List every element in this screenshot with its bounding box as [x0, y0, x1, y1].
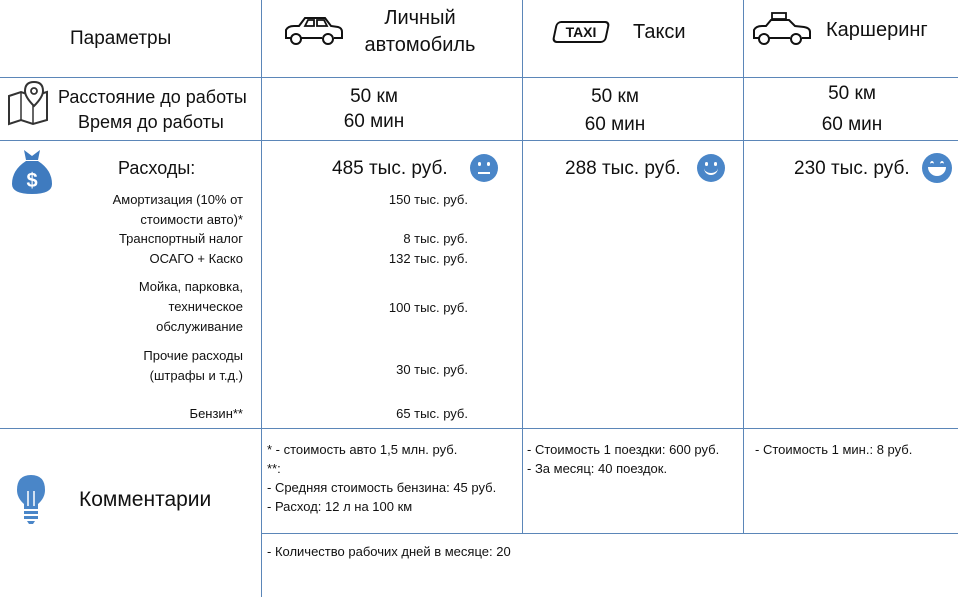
expense-item-label: [60, 190, 243, 230]
taxi-sign-icon: [552, 21, 611, 43]
expense-item-label: [60, 277, 243, 337]
taxi-time: 60 мин: [584, 114, 646, 135]
expense-item-label-line: стоимости авто)*: [140, 212, 243, 227]
share-distance: 50 км: [828, 83, 876, 104]
note-line: - За месяц: 40 поездок.: [527, 461, 668, 476]
note-line: - Стоимость 1 мин.: 8 руб.: [755, 442, 913, 457]
expense-item-label-line: (штрафы и т.д.): [149, 368, 243, 383]
taxi-sign-text: TAXI: [565, 24, 597, 40]
note-line: - Средняя стоимость бензина: 45 руб.: [267, 480, 497, 495]
expense-item-label-line: обслуживание: [156, 319, 243, 334]
expense-item-value: 65 тыс. руб.: [396, 406, 468, 421]
expense-item-label-line: Мойка, парковка,: [138, 279, 243, 294]
car-expenses-total: 485 тыс. руб.: [332, 158, 448, 179]
row-divider-header: [0, 77, 958, 78]
svg-text:$: $: [26, 170, 38, 192]
neutral-face-icon: [470, 154, 498, 182]
expenses-label: Расходы:: [118, 158, 196, 178]
expense-item-value: 30 тыс. руб.: [396, 362, 468, 377]
note-line: * - стоимость авто 1,5 млн. руб.: [267, 442, 458, 457]
car-with-roof-sign-icon: [750, 12, 812, 48]
expense-item-label-line: техническое: [168, 299, 243, 314]
expense-item-value: 8 тыс. руб.: [403, 231, 468, 246]
car-distance: 50 км: [350, 86, 398, 107]
col-divider-3: [743, 0, 744, 533]
row-divider-distance: [0, 140, 958, 141]
col-taxi-title: Такси: [633, 21, 686, 43]
row-divider-expenses: [0, 428, 958, 429]
note-line: - Расход: 12 л на 100 км: [267, 499, 413, 514]
share-expenses-total: 230 тыс. руб.: [794, 158, 910, 179]
car-notes: [267, 440, 496, 516]
distance-label: Расстояние до работы: [58, 87, 247, 107]
col-car-title: Личный автомобиль: [364, 7, 476, 56]
share-time: 60 мин: [821, 114, 883, 135]
row-divider-footer: [261, 533, 958, 534]
expense-item-label-line: Амортизация (10% от: [112, 192, 243, 207]
expense-item-label: ОСАГО + Каско: [149, 251, 243, 266]
expense-item-label: [60, 346, 243, 386]
expense-item-label: Бензин**: [189, 406, 243, 421]
share-notes: [755, 440, 912, 459]
taxi-notes: [527, 440, 719, 478]
col-divider-2: [522, 0, 523, 533]
taxi-distance: 50 км: [591, 86, 639, 107]
smiling-face-icon: [697, 154, 725, 182]
taxi-expenses-total: 288 тыс. руб.: [565, 158, 681, 179]
expense-item-label: Транспортный налог: [118, 231, 243, 246]
note-line: **:: [267, 461, 281, 476]
expense-item-label-line: Прочие расходы: [143, 348, 243, 363]
light-bulb-icon: [14, 473, 48, 525]
comments-label: Комментарии: [79, 488, 212, 511]
money-bag-icon: [10, 148, 54, 196]
map-pin-icon: [7, 82, 53, 124]
note-line: - Стоимость 1 поездки: 600 руб.: [527, 442, 720, 457]
car-outline-icon: [282, 14, 344, 48]
time-label: Время до работы: [78, 112, 224, 132]
col-divider-1: [261, 0, 262, 597]
footer-note: - Количество рабочих дней в месяце: 20: [267, 544, 511, 559]
car-time: 60 мин: [343, 111, 405, 132]
expense-item-value: 150 тыс. руб.: [388, 192, 468, 207]
expense-item-value: 100 тыс. руб.: [388, 300, 468, 315]
grinning-face-icon: [922, 153, 952, 183]
col-share-title: Каршеринг: [826, 19, 928, 41]
expense-item-value: 132 тыс. руб.: [388, 251, 468, 266]
params-header: Параметры: [70, 28, 172, 49]
